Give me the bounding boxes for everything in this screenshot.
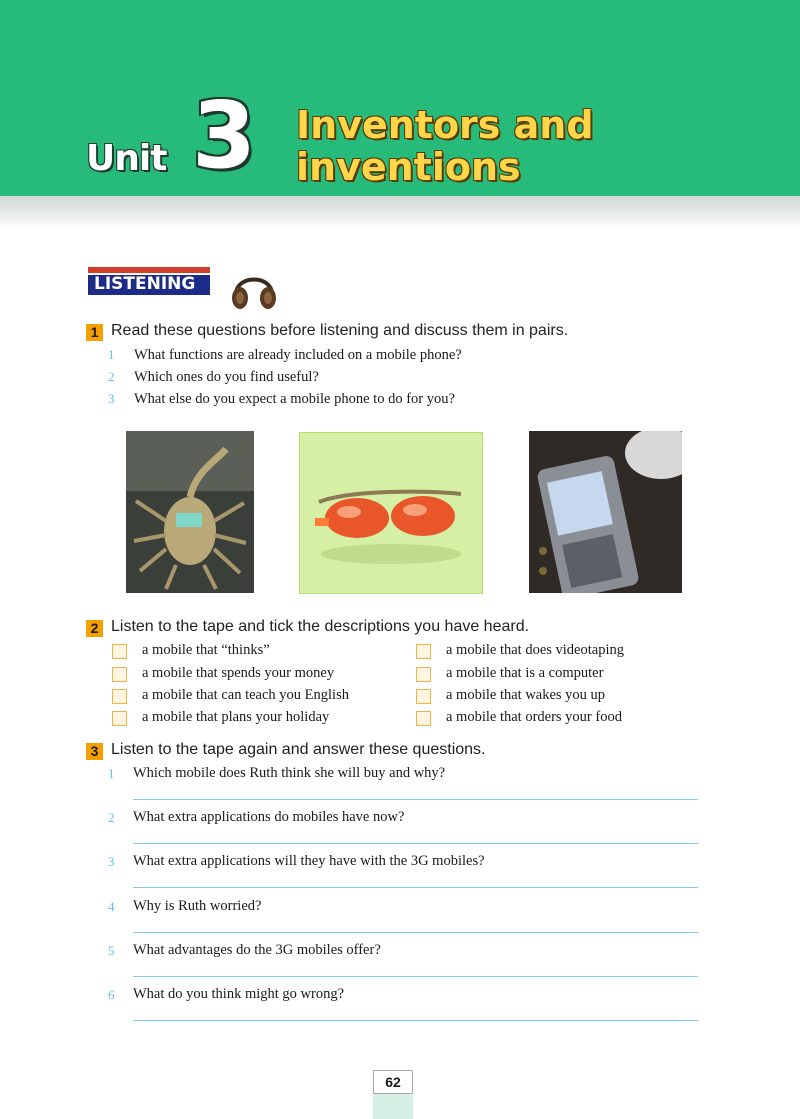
unit-label: Unit — [86, 138, 167, 179]
section1-number: 1 — [86, 324, 103, 341]
section3-heading — [86, 741, 485, 760]
listening-label: LISTENING — [94, 274, 196, 294]
checkbox[interactable] — [416, 667, 431, 682]
banner-shadow — [0, 196, 800, 230]
unit-title-line1: Inventors and — [296, 103, 594, 147]
headphones-icon — [228, 266, 280, 317]
checkbox[interactable] — [112, 667, 127, 682]
sunglasses-photo — [299, 432, 483, 599]
answer-line[interactable] — [133, 976, 698, 977]
listening-badge — [88, 267, 210, 299]
answer-line[interactable] — [133, 932, 698, 933]
section3-number: 3 — [86, 743, 103, 760]
checkbox[interactable] — [416, 689, 431, 704]
unit-title-line2: inventions — [296, 145, 521, 189]
page-number-tab — [373, 1070, 413, 1119]
answer-line[interactable] — [133, 799, 698, 800]
page-number: 62 — [373, 1070, 413, 1094]
answer-line[interactable] — [133, 1020, 698, 1021]
checkbox[interactable] — [112, 689, 127, 704]
section3-instruction: Listen to the tape again and answer these questions. — [111, 741, 486, 758]
checkbox[interactable] — [416, 711, 431, 726]
section1-heading — [86, 322, 568, 341]
scorpion-phone-photo — [126, 431, 254, 598]
checkbox[interactable] — [112, 711, 127, 726]
checkbox[interactable] — [112, 644, 127, 659]
section2-heading — [86, 618, 529, 637]
smartphone-photo — [529, 431, 682, 598]
section2-instruction: Listen to the tape and tick the descriptions you have heard. — [111, 618, 530, 635]
checkbox[interactable] — [416, 644, 431, 659]
answer-line[interactable] — [133, 843, 698, 844]
unit-title — [296, 104, 656, 188]
section1-instruction: Read these questions before listening and discuss them in pairs. — [111, 322, 569, 339]
answer-line[interactable] — [133, 887, 698, 888]
unit-number: 3 — [192, 82, 257, 189]
section2-number: 2 — [86, 620, 103, 637]
